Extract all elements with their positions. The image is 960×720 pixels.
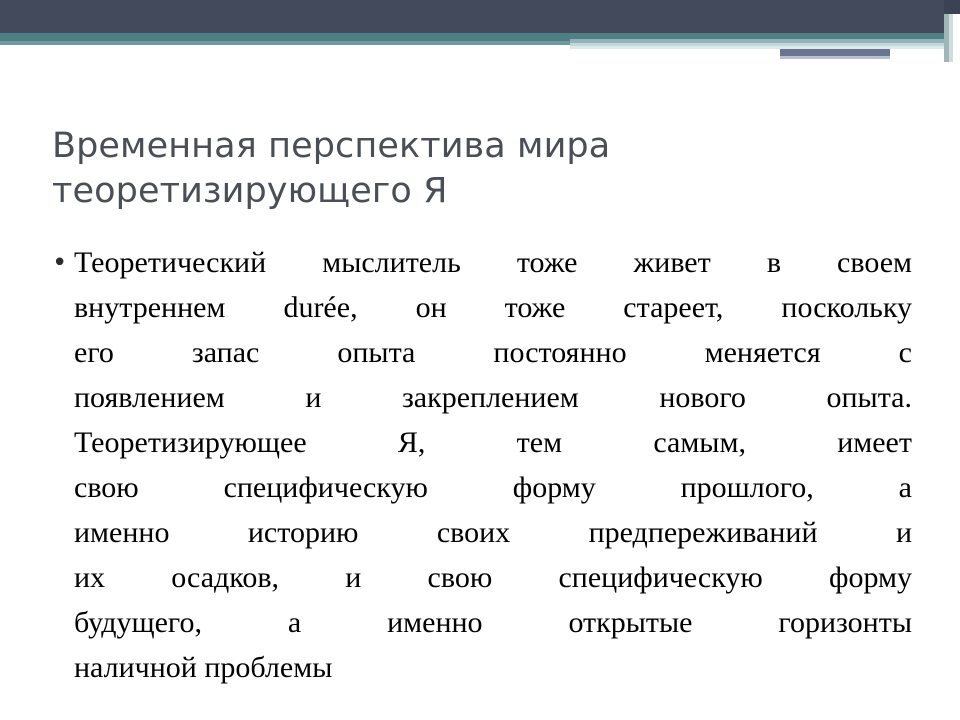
body-line: их осадков, и свою специфическую форму [74, 561, 912, 594]
banner-dark-bar-inner [0, 0, 944, 33]
bullet-point-icon: • [52, 248, 68, 278]
bullet-item-text [74, 240, 912, 690]
banner-edge-corner [944, 0, 960, 14]
body-line: наличной проблемы [74, 651, 333, 684]
body-line: будущего, а именно открытые горизонты [74, 606, 912, 639]
body-line: Теоретизирующее Я, тем самым, имеет [74, 426, 912, 459]
slide-body [52, 240, 912, 690]
body-line: внутреннем durée, он тоже стареет, поскольку [74, 291, 912, 324]
banner-stripe-7 [890, 49, 944, 59]
body-line: Теоретический мыслитель тоже живет в своем [74, 246, 912, 279]
body-line: свою специфическую форму прошлого, а [74, 471, 912, 504]
banner-teal-bar [0, 33, 570, 41]
slide-title: Временная перспектива мира теоретизирующего Я [52, 126, 611, 211]
body-line: появлением и закреплением нового опыта. [74, 381, 912, 414]
banner-white-gap [0, 45, 570, 62]
slide-decorative-banner [0, 0, 960, 62]
body-line: именно историю своих предпереживаний и [74, 516, 912, 549]
bullet-list-item [52, 240, 912, 690]
body-line: его запас опыта постоянно меняется с [74, 336, 912, 369]
banner-stripe-6 [780, 56, 890, 59]
banner-stripe-5 [780, 49, 890, 56]
